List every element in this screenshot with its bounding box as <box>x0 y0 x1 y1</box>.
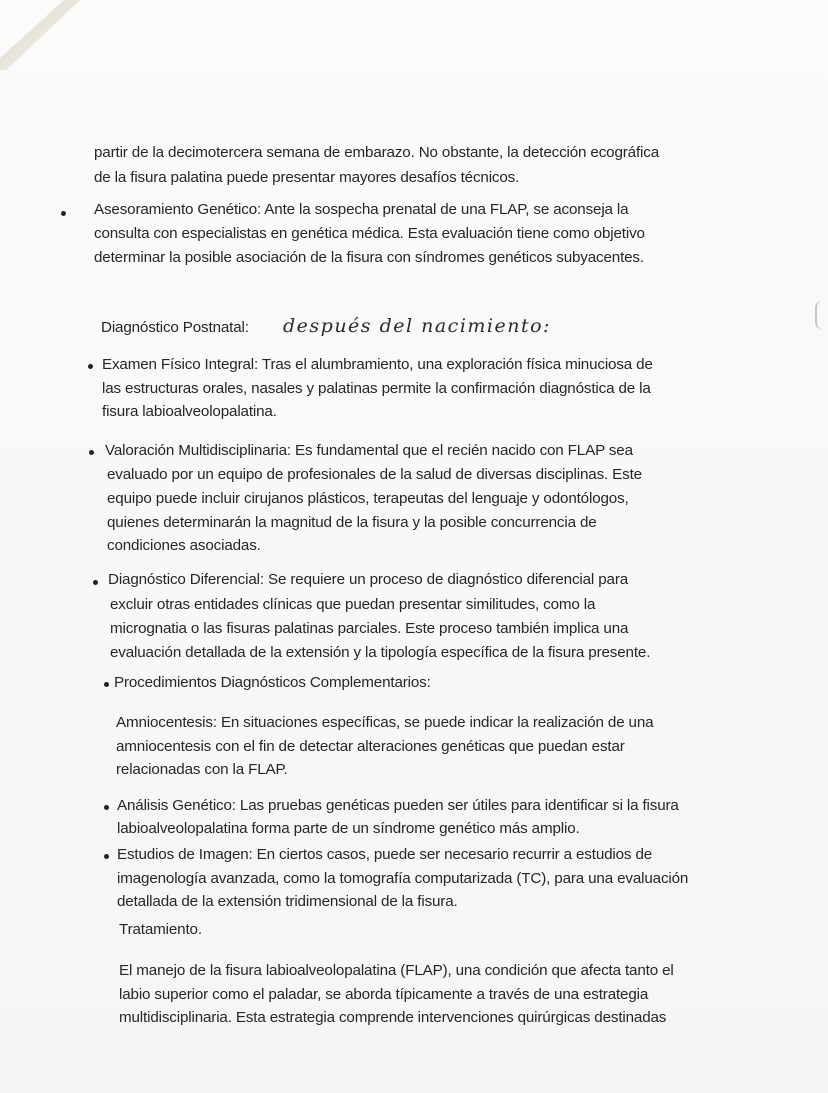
multidisciplinary-line-2: evaluado por un equipo de profesionales de la salud de diversas disciplinas. Este <box>107 466 642 483</box>
handwritten-note: después del nacimiento: <box>283 315 551 337</box>
multidisciplinary-line-3: equipo puede incluir cirujanos plásticos, terapeutas del lenguaje y odontólogos, <box>107 490 629 507</box>
imaging-line-3: detallada de la extensión tridimensional de la fisura. <box>117 893 458 910</box>
genetic-counseling-line-3: determinar la posible asociación de la fisura con síndromes genéticos subyacentes. <box>94 249 644 266</box>
differential-line-4: evaluación detallada de la extensión y la tipología específica de la fisura presente. <box>110 644 651 661</box>
amniocentesis-line-3: relacionadas con la FLAP. <box>116 761 288 778</box>
genetic-counseling-line-2: consulta con especialistas en genética médica. Esta evaluación tiene como objetivo <box>94 225 645 242</box>
bullet-icon <box>104 682 109 687</box>
imaging-line-2: imagenología avanzada, como la tomografía computarizada (TC), para una evaluación <box>117 870 689 887</box>
physical-exam-line-2: las estructuras orales, nasales y palatinas permite la confirmación diagnóstica de la <box>102 380 651 397</box>
treatment-line-2: labio superior como el paladar, se aborda típicamente a través de una estrategia <box>119 986 649 1003</box>
bullet-icon <box>61 211 66 216</box>
intro-line-1: partir de la decimotercera semana de embarazo. No obstante, la detección ecográfica <box>94 144 659 161</box>
amniocentesis-line-2: amniocentesis con el fin de detectar alteraciones genéticas que puedan estar <box>116 738 625 755</box>
page-edge-mark <box>815 300 823 330</box>
physical-exam-line-1: Examen Físico Integral: Tras el alumbramiento, una exploración física minuciosa de <box>102 356 653 373</box>
treatment-line-3: multidisciplinaria. Esta estrategia comprende intervenciones quirúrgicas destinadas <box>119 1009 667 1026</box>
genetic-counseling-line-1: Asesoramiento Genético: Ante la sospecha prenatal de una FLAP, se aconseja la <box>94 201 629 218</box>
multidisciplinary-line-4: quienes determinarán la magnitud de la fisura y la posible concurrencia de <box>107 514 597 531</box>
physical-exam-line-3: fisura labioalveolopalatina. <box>102 403 277 420</box>
bullet-icon <box>93 580 98 585</box>
genetic-analysis-line-2: labioalveolopalatina forma parte de un síndrome genético más amplio. <box>117 820 580 837</box>
bullet-icon <box>104 854 109 859</box>
amniocentesis-line-1: Amniocentesis: En situaciones específicas, se puede indicar la realización de una <box>116 714 654 731</box>
complementary-heading: Procedimientos Diagnósticos Complementarios: <box>114 674 431 691</box>
multidisciplinary-line-5: condiciones asociadas. <box>107 537 261 554</box>
bullet-icon <box>104 805 109 810</box>
treatment-line-1: El manejo de la fisura labioalveolopalatina (FLAP), una condición que afecta tanto el <box>119 962 674 979</box>
postnatal-heading: Diagnóstico Postnatal: <box>101 319 249 336</box>
genetic-analysis-line-1: Análisis Genético: Las pruebas genéticas pueden ser útiles para identificar si la fisura <box>117 797 679 814</box>
differential-line-2: excluir otras entidades clínicas que puedan presentar similitudes, como la <box>110 596 596 613</box>
differential-line-3: micrognatia o las fisuras palatinas parciales. Este proceso también implica una <box>110 620 629 637</box>
bullet-icon <box>89 450 94 455</box>
differential-line-1: Diagnóstico Diferencial: Se requiere un proceso de diagnóstico diferencial para <box>108 571 629 588</box>
treatment-heading: Tratamiento. <box>119 921 202 938</box>
multidisciplinary-line-1: Valoración Multidisciplinaria: Es fundamental que el recién nacido con FLAP sea <box>105 442 633 459</box>
page-fold-corner <box>0 0 80 70</box>
bullet-icon <box>88 364 93 369</box>
intro-line-2: de la fisura palatina puede presentar mayores desafíos técnicos. <box>94 169 520 186</box>
imaging-line-1: Estudios de Imagen: En ciertos casos, puede ser necesario recurrir a estudios de <box>117 846 653 863</box>
